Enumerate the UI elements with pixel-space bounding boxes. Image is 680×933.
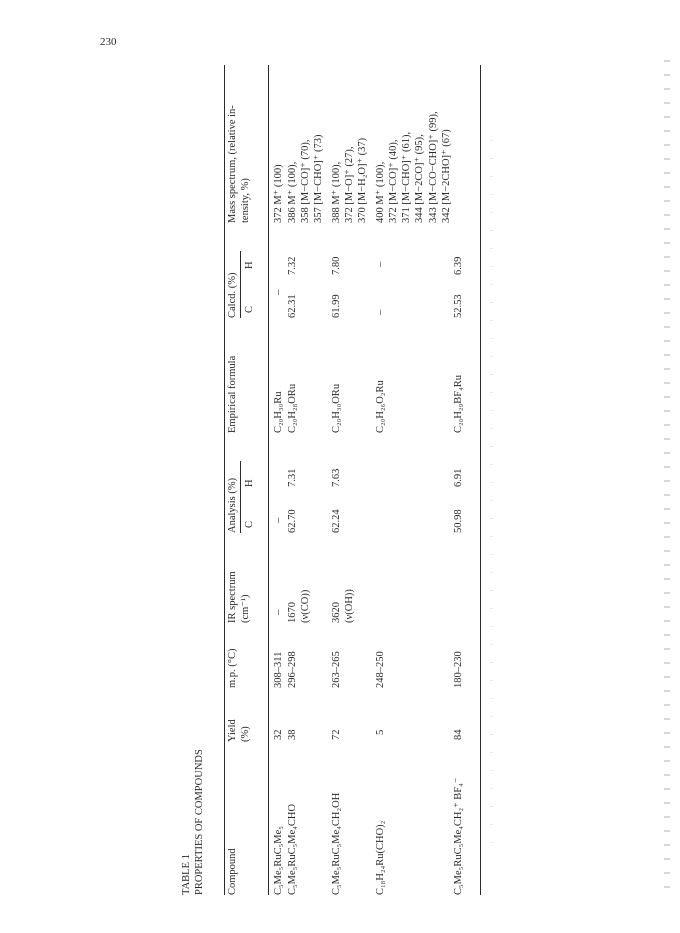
row1-formula: C₂₀H₃₀Ru: [273, 391, 284, 433]
row1-mass-spectrum: [272, 164, 285, 223]
ms-line: 388 M⁺ (100),: [331, 161, 342, 223]
ms-line: 342 [M−2CHO]⁺ (67): [440, 129, 452, 223]
row2-compound: C₅Me₅RuC₅Me₄CHO: [287, 803, 298, 895]
row2-yield: 38: [287, 729, 298, 740]
row2-mass-spectrum: [286, 135, 325, 223]
ms-line: 372 [M−CO]⁺ (40),: [388, 139, 400, 223]
table-label: TABLE 1: [181, 854, 192, 895]
row4-mp: 248–250: [375, 651, 386, 688]
row4-formula: C₂₀H₂₆O₂Ru: [375, 380, 386, 433]
page-number: 230: [100, 36, 117, 48]
row4-mass-spectrum: [374, 111, 453, 223]
scan-specks: [490, 140, 493, 860]
row1-calcd-c: –: [273, 289, 284, 295]
row4-calcd-h: –: [375, 261, 386, 267]
row2-mp: 296–298: [287, 651, 298, 688]
ms-line: 343 [M−CO−CHO]⁺ (99),: [427, 111, 439, 223]
row3-calcd-h: 7.80: [331, 256, 342, 275]
row2-analysis-h: 7.31: [287, 468, 298, 487]
row3-calcd-c: 61.99: [331, 294, 342, 318]
table-title: PROPERTIES OF COMPOUNDS: [194, 749, 205, 895]
row3-formula: C₂₀H₃₀ORu: [331, 383, 342, 433]
header-calcd-h: H: [244, 261, 255, 269]
ms-line: 357 [M−CHO]⁺ (73): [313, 134, 325, 223]
row5-calcd-h: 6.39: [453, 256, 464, 275]
header-mass-spectrum: Mass spectrum, (relative in-tensity, %): [227, 105, 252, 223]
header-formula: Empirical formula: [227, 355, 238, 433]
header-analysis: Analysis (%): [227, 477, 238, 533]
ms-line: 372 [M−O]⁺ (27),: [344, 146, 356, 223]
header-analysis-h: H: [244, 479, 255, 487]
row5-analysis-h: 6.91: [453, 468, 464, 487]
top-rule: [224, 65, 225, 895]
row1-analysis-c: –: [273, 517, 284, 523]
ms-line: 386 M⁺ (100),: [287, 161, 298, 223]
row4-calcd-c: –: [375, 309, 386, 315]
row3-mass-spectrum: [330, 138, 369, 223]
ms-line: 370 [M−H₂O]⁺ (37): [357, 137, 369, 223]
row5-calcd-c: 52.53: [453, 294, 464, 318]
row3-yield: 72: [331, 729, 342, 740]
properties-table: [180, 65, 470, 895]
header-calcd: Calcd. (%): [227, 272, 238, 318]
header-analysis-c: C: [244, 520, 255, 528]
row5-analysis-c: 50.98: [453, 509, 464, 533]
row1-ir: –: [273, 609, 284, 615]
header-mp: m.p. (°C): [227, 648, 238, 688]
header-calcd-c: C: [244, 305, 255, 313]
row2-formula: C₂₀H₂₈ORu: [287, 383, 298, 433]
row3-ir: 3620 (ν(OH)): [331, 589, 356, 623]
row1-yield: 32: [273, 729, 284, 740]
header-yield: Yield (%): [227, 719, 252, 742]
row2-calcd-c: 62.31: [287, 294, 298, 318]
ms-line: 400 M⁺ (100),: [375, 161, 386, 223]
scan-edge: [664, 60, 670, 900]
calcd-subrule: [240, 251, 241, 318]
row2-ir: 1670 (ν(CO)): [287, 589, 312, 623]
ms-line: 344 [M−2CO]⁺ (95),: [414, 134, 426, 223]
analysis-subrule: [240, 461, 241, 533]
row1-compound: C₅Me₅RuC₅Me₅: [273, 826, 284, 895]
row5-compound: C₅Me₅RuC₅Me₄CH₂⁺ BF₄⁻: [453, 777, 464, 895]
ms-line: 358 [M−CO]⁺ (70),: [300, 139, 312, 223]
row1-mp: 308–311: [273, 651, 284, 688]
row5-yield: 84: [453, 729, 464, 740]
row4-compound: C₁₈H₂₄Ru(CHO)₂: [375, 820, 386, 895]
row3-analysis-c: 62.24: [331, 509, 342, 533]
row2-calcd-h: 7.32: [287, 256, 298, 275]
bottom-rule: [480, 65, 481, 895]
row3-mp: 263–265: [331, 651, 342, 688]
row3-compound: C₅Me₅RuC₅Me₄CH₂OH: [331, 792, 342, 895]
ms-line: 372 M⁺ (100): [273, 164, 284, 223]
row4-yield: 5: [375, 729, 386, 735]
row2-analysis-c: 62.70: [287, 509, 298, 533]
ms-line: 371 [M−CHO]⁺ (61),: [401, 131, 413, 223]
row5-mp: 180–230: [453, 651, 464, 688]
header-rule: [268, 65, 269, 895]
row3-analysis-h: 7.63: [331, 468, 342, 487]
row5-formula: C₂₀H₂₉BF₄Ru: [453, 375, 464, 433]
header-ir: IR spectrum (cm⁻¹): [227, 571, 252, 623]
header-compound: Compound: [227, 848, 238, 895]
